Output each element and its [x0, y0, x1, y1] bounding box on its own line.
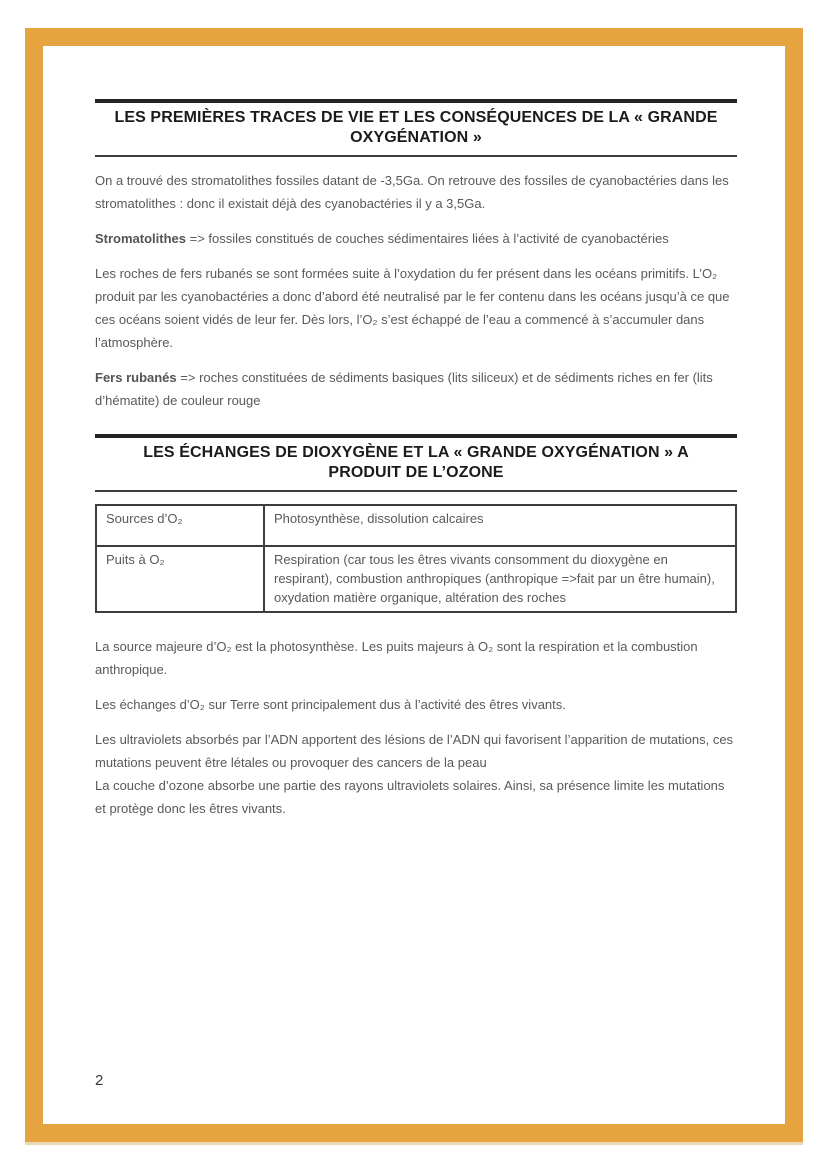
definition-term: Stromatolithes: [95, 231, 187, 246]
definition-term: Fers rubanés: [95, 370, 177, 385]
page-number: 2: [95, 1072, 104, 1089]
summary-exchanges-paragraph: [95, 693, 737, 716]
iron-oxidation-paragraph: [95, 262, 737, 354]
section1-title: LES PREMIÈRES TRACES DE VIE ET LES CONSÉQUENCES DE LA « GRANDE OXYGÉNATION »: [114, 109, 718, 146]
uv-lesions-text: Les ultraviolets absorbés par l’ADN apportent des lésions de l’ADN qui favorisent l’apparition de mutations, ces mutations peuvent être létales ou provoquer des cancers de la peau: [95, 732, 734, 770]
summary-sources-paragraph: [95, 635, 737, 681]
definition-fers-rubanes: [95, 366, 737, 412]
summary-sources-text: La source majeure d’O₂ est la photosynthèse. Les puits majeurs à O₂ sont la respiration et la combustion anthropique.: [95, 639, 698, 677]
iron-text: Les roches de fers rubanés se sont formées suite à l’oxydation du fer présent dans les océans primitifs. L’O₂ produit par les cyanobactéries a donc d’abord été neutralisé par le fer contenu dans les océans jusqu’à ce que ces océans soient vidés de leur fer. Dès lors, l’O₂ s’est échappé de l’eau a commencé à s’accumuler dans l’atmosphère.: [95, 266, 730, 350]
page-border-frame: [25, 28, 803, 1142]
summary-exchanges-text: Les échanges d’O₂ sur Terre sont principalement dus à l’activité des êtres vivants.: [95, 697, 566, 712]
table-row: [96, 546, 736, 612]
uv-ozone-paragraph: [95, 728, 737, 820]
ozone-protection-text: La couche d’ozone absorbe une partie des rayons ultraviolets solaires. Ainsi, sa présence limite les mutations et protège donc les êtres vivants.: [95, 778, 725, 816]
section1-heading: [95, 99, 737, 157]
definition-text: => fossiles constitués de couches sédimentaires liées à l’activité de cyanobactéries: [186, 231, 669, 246]
table-cell-label: Puits à O₂: [96, 546, 264, 612]
table-cell-value: Respiration (car tous les êtres vivants consomment du dioxygène en respirant), combustion anthropiques (anthropique =>fait par un être humain), oxydation matière organique, altération des roches: [264, 546, 736, 612]
o2-sources-sinks-table: [95, 504, 737, 613]
definition-stromatolithes: [95, 227, 737, 250]
table-row: [96, 505, 736, 546]
page-content: [43, 46, 785, 820]
document-page: [43, 46, 785, 1124]
definition-text: => roches constituées de sédiments basiques (lits siliceux) et de sédiments riches en fer (lits d’hématite) de couleur rouge: [95, 370, 713, 408]
table-cell-value: Photosynthèse, dissolution calcaires: [264, 505, 736, 546]
section1-intro-paragraph: [95, 169, 737, 215]
section2-heading: [95, 434, 737, 492]
section2-title: LES ÉCHANGES DE DIOXYGÈNE ET LA « GRANDE OXYGÉNATION » A PRODUIT DE L’OZONE: [143, 444, 689, 481]
intro-text: On a trouvé des stromatolithes fossiles datant de -3,5Ga. On retrouve des fossiles de cyanobactéries dans les stromatolithes : donc il existait déjà des cyanobactéries il y a 3,5Ga.: [95, 173, 729, 211]
table-cell-label: Sources d’O₂: [96, 505, 264, 546]
